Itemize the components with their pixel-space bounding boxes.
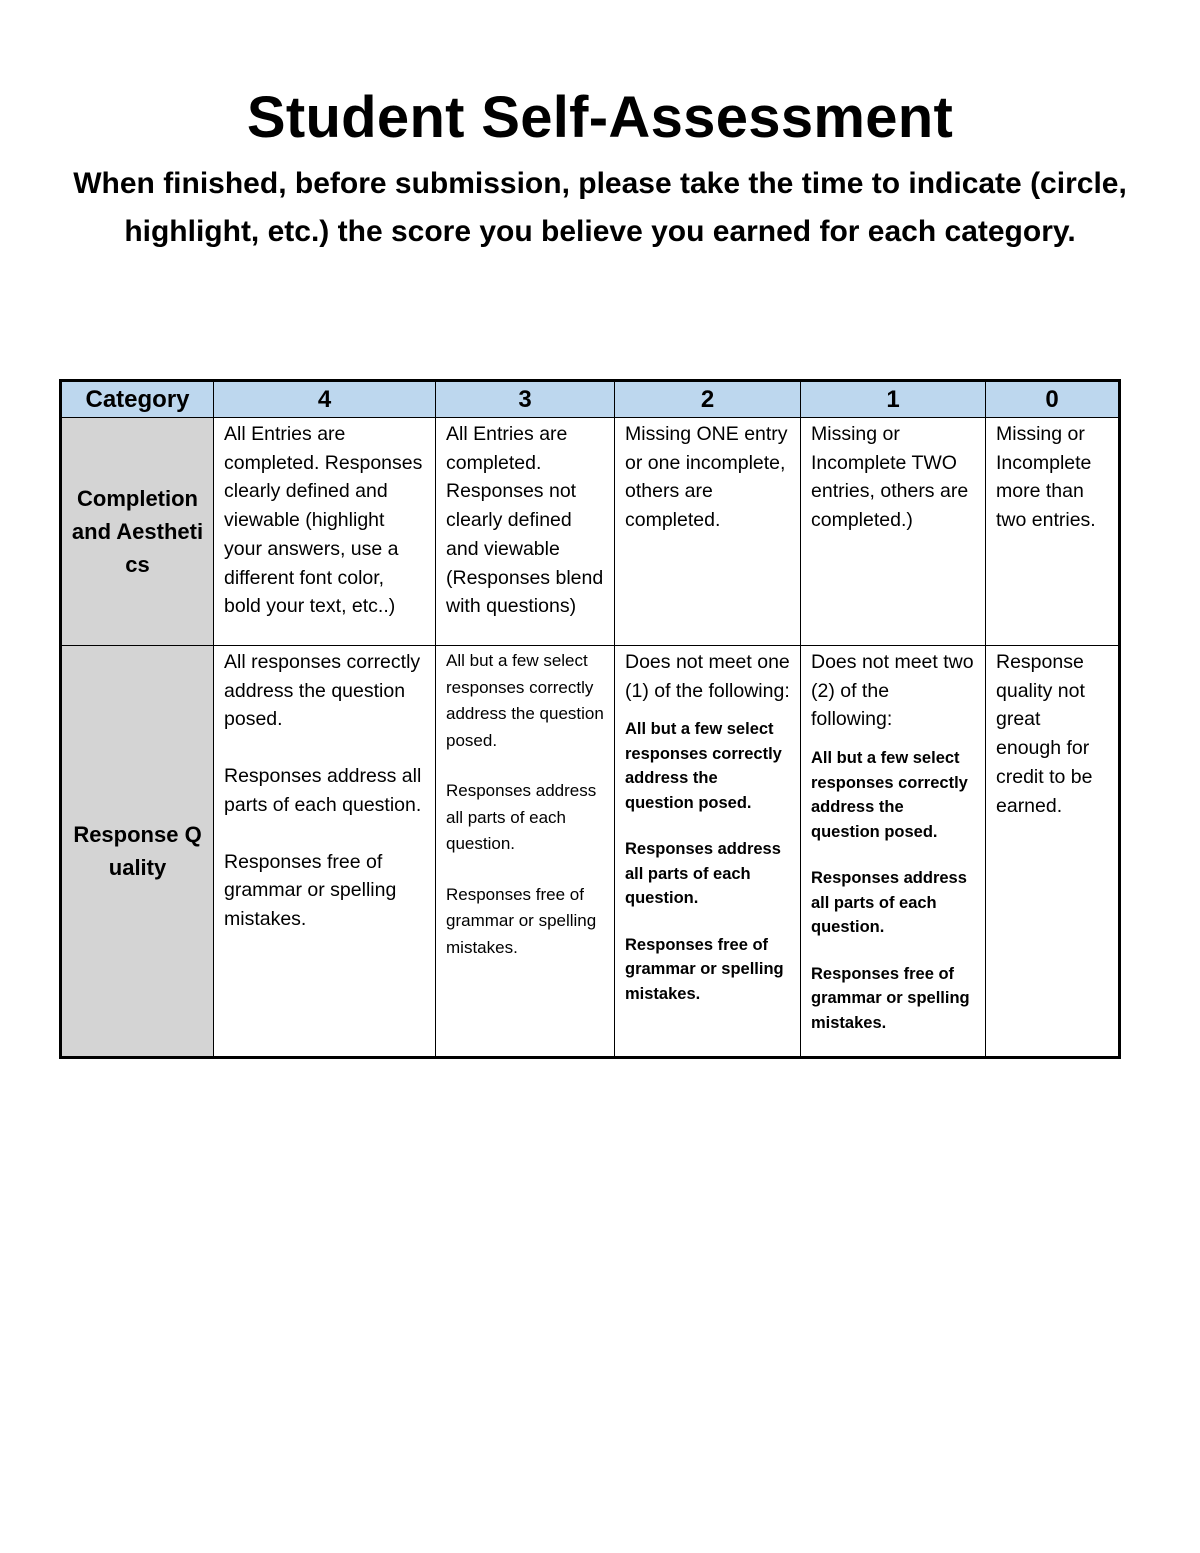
quality-score-2-cell	[615, 646, 801, 1058]
completion-score-0-cell	[986, 418, 1120, 646]
column-header-category: Category	[61, 381, 214, 418]
completion-score-3-cell	[436, 418, 615, 646]
table-row-completion	[61, 418, 1120, 646]
column-header-score-4: 4	[214, 381, 436, 418]
quality-score-2-item-3: Responses free of grammar or spelling mistakes.	[625, 935, 784, 1003]
quality-score-3-line-1: All but a few select responses correctly address the question posed.	[446, 651, 604, 750]
quality-score-1-item-2: Responses address all parts of each question.	[811, 869, 967, 937]
quality-score-1-item-1: All but a few select responses correctly address the question posed.	[811, 749, 968, 841]
quality-score-3-line-3: Responses free of grammar or spelling mistakes.	[446, 884, 597, 957]
quality-score-4-line-3: Responses free of grammar or spelling mistakes.	[224, 850, 397, 930]
quality-score-3-line-2: Responses address all parts of each question.	[446, 781, 597, 853]
quality-score-2-intro: Does not meet one (1) of the following:	[625, 651, 790, 702]
completion-score-1-text: Missing or Incomplete TWO entries, others are completed.)	[811, 423, 969, 532]
quality-score-4-line-1: All responses correctly address the question posed.	[224, 651, 421, 731]
completion-score-2-text: Missing ONE entry or one incomplete, others are completed.	[625, 423, 788, 532]
completion-score-2-cell	[615, 418, 801, 646]
quality-score-1-intro: Does not meet two (2) of the following:	[811, 651, 974, 731]
quality-score-0-cell	[986, 646, 1120, 1058]
category-response-quality: Response Quality	[61, 646, 214, 1058]
table-header-row	[61, 381, 1120, 418]
completion-score-1-cell	[801, 418, 986, 646]
quality-score-2-item-2: Responses address all parts of each question.	[625, 840, 781, 908]
completion-score-4-text: All Entries are completed. Responses clearly defined and viewable (highlight your answers, use a different font color, bold your text, etc..)	[224, 423, 423, 618]
quality-score-1-cell	[801, 646, 986, 1058]
table-row-response-quality	[61, 646, 1120, 1058]
instructions-subtitle: When finished, before submission, please take the time to indicate (circle, highlight, etc.) the score you believe you earned for each category.	[73, 167, 1127, 248]
quality-score-2-item-1: All but a few select responses correctly address the question posed.	[625, 720, 782, 812]
quality-score-1-item-3: Responses free of grammar or spelling mistakes.	[811, 964, 970, 1032]
column-header-score-0: 0	[986, 381, 1120, 418]
quality-score-4-cell	[214, 646, 436, 1058]
column-header-score-3: 3	[436, 381, 615, 418]
quality-score-0-text: Response quality not great enough for credit to be earned.	[996, 651, 1093, 817]
category-completion-aesthetics: Completion and Aesthetics	[61, 418, 214, 646]
quality-score-3-cell	[436, 646, 615, 1058]
page-title: Student Self-Assessment	[246, 85, 954, 150]
quality-score-4-line-2: Responses address all parts of each question.	[224, 765, 422, 816]
column-header-score-1: 1	[801, 381, 986, 418]
completion-score-3-text: All Entries are completed. Responses not clearly defined and viewable (Responses blend with questions)	[446, 423, 604, 618]
column-header-score-2: 2	[615, 381, 801, 418]
completion-score-4-cell	[214, 418, 436, 646]
rubric-table	[59, 379, 1121, 1059]
completion-score-0-text: Missing or Incomplete more than two entries.	[996, 423, 1096, 532]
